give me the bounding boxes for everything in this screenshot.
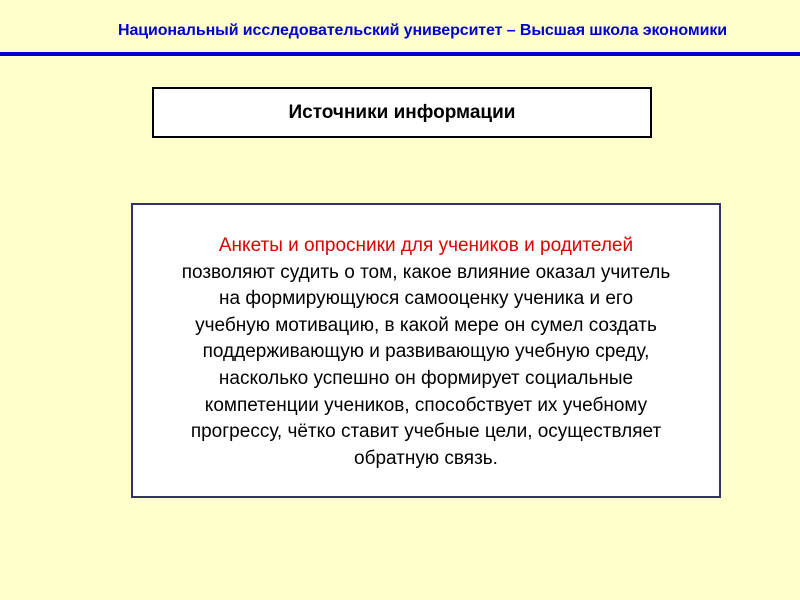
content-highlight: Анкеты и опросники для учеников и родителей — [218, 235, 634, 256]
content-line: компетенции учеников, способствует их учебному — [204, 394, 648, 416]
content-box — [131, 203, 721, 498]
content-line: на формирующуюся самооценку ученика и его — [218, 288, 634, 310]
university-header: Национальный исследовательский университет – Высшая школа экономики — [118, 22, 727, 39]
content-line: позволяют судить о том, какое влияние оказал учитель — [181, 261, 671, 283]
content-text — [133, 233, 719, 472]
header-divider — [0, 52, 800, 56]
content-line: насколько успешно он формирует социальные — [218, 367, 634, 389]
slide-title: Источники информации — [288, 101, 516, 123]
content-line: прогрессу, чётко ставит учебные цели, осуществляет — [190, 421, 662, 443]
slide-title-box — [152, 87, 652, 138]
content-line: учебную мотивацию, в какой мере он сумел создать — [195, 314, 657, 336]
content-line: обратную связь. — [354, 447, 498, 469]
content-line: поддерживающую и развивающую учебную среду, — [202, 341, 650, 363]
